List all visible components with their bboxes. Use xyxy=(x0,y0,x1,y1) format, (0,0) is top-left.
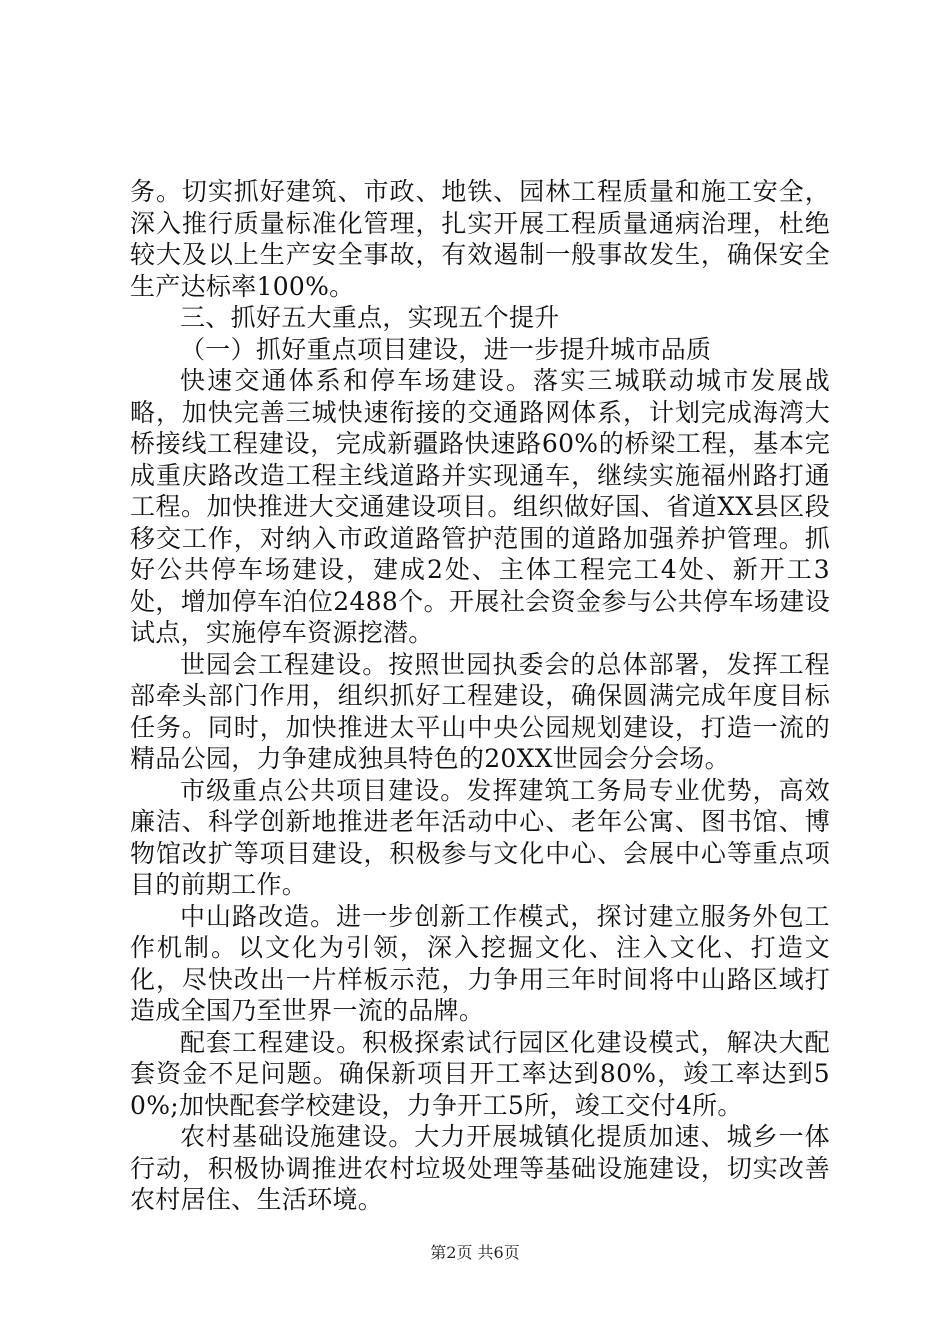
page-footer: 第2页 共6页 xyxy=(430,1243,520,1262)
section-heading: 三、抓好五大重点，实现五个提升 xyxy=(180,303,560,332)
document-body xyxy=(130,176,830,1216)
paragraph-transport: 快速交通体系和停车场建设。落实三城联动城市发展战略，加快完善三城快速衔接的交通路网体系，计划完成海湾大桥接线工程建设，完成新疆路快速路60%的桥梁工程，基本完成重庆路改造工程主线道路并实现通车，继续实施福州路打通工程。加快推进大交通建设项目。组织做好国、省道XX县区段移交工作，对纳入市政道路管护范围的道路加强养护管理。抓好公共停车场建设，建成2处、主体工程完工4处、新开工3处，增加停车泊位2488个。开展社会资金参与公共停车场建设试点，实施停车资源挖潜。 xyxy=(130,366,830,647)
paragraph-continuation: 务。切实抓好建筑、市政、地铁、园林工程质量和施工安全，深入推行质量标准化管理，扎实开展工程质量通病治理，杜绝较大及以上生产安全事故，有效遏制一般事故发生，确保安全生产达标率100%。 xyxy=(130,177,830,301)
paragraph-expo: 世园会工程建设。按照世园执委会的总体部署，发挥工程部牵头部门作用，组织抓好工程建设，确保圆满完成年度目标任务。同时，加快推进太平山中央公园规划建设，打造一流的精品公园，力争建成独具特色的20XX世园会分会场。 xyxy=(130,649,830,773)
paragraph-public-projects: 市级重点公共项目建设。发挥建筑工务局专业优势，高效廉洁、科学创新地推进老年活动中心、老年公寓、图书馆、博物馆改扩等项目建设，积极参与文化中心、会展中心等重点项目的前期工作。 xyxy=(130,775,830,899)
subsection-heading: （一）抓好重点项目建设，进一步提升城市品质 xyxy=(180,334,712,364)
paragraph-rural-infrastructure: 农村基础设施建设。大力开展城镇化提质加速、城乡一体行动，积极协调推进农村垃圾处理等基础设施建设，切实改善农村居住、生活环境。 xyxy=(130,1122,830,1214)
paragraph-supporting-works: 配套工程建设。积极探索试行园区化建设模式，解决大配套资金不足问题。确保新项目开工率达到80%，竣工率达到50%;加快配套学校建设，力争开工5所，竣工交付4所。 xyxy=(130,1027,830,1120)
paragraph-zhongshan-road: 中山路改造。进一步创新工作模式，探讨建立服务外包工作机制。以文化为引领，深入挖掘文化、注入文化、打造文化，尽快改出一片样板示范，力争用三年时间将中山路区域打造成全国乃至世界一流的品牌。 xyxy=(130,901,830,1025)
